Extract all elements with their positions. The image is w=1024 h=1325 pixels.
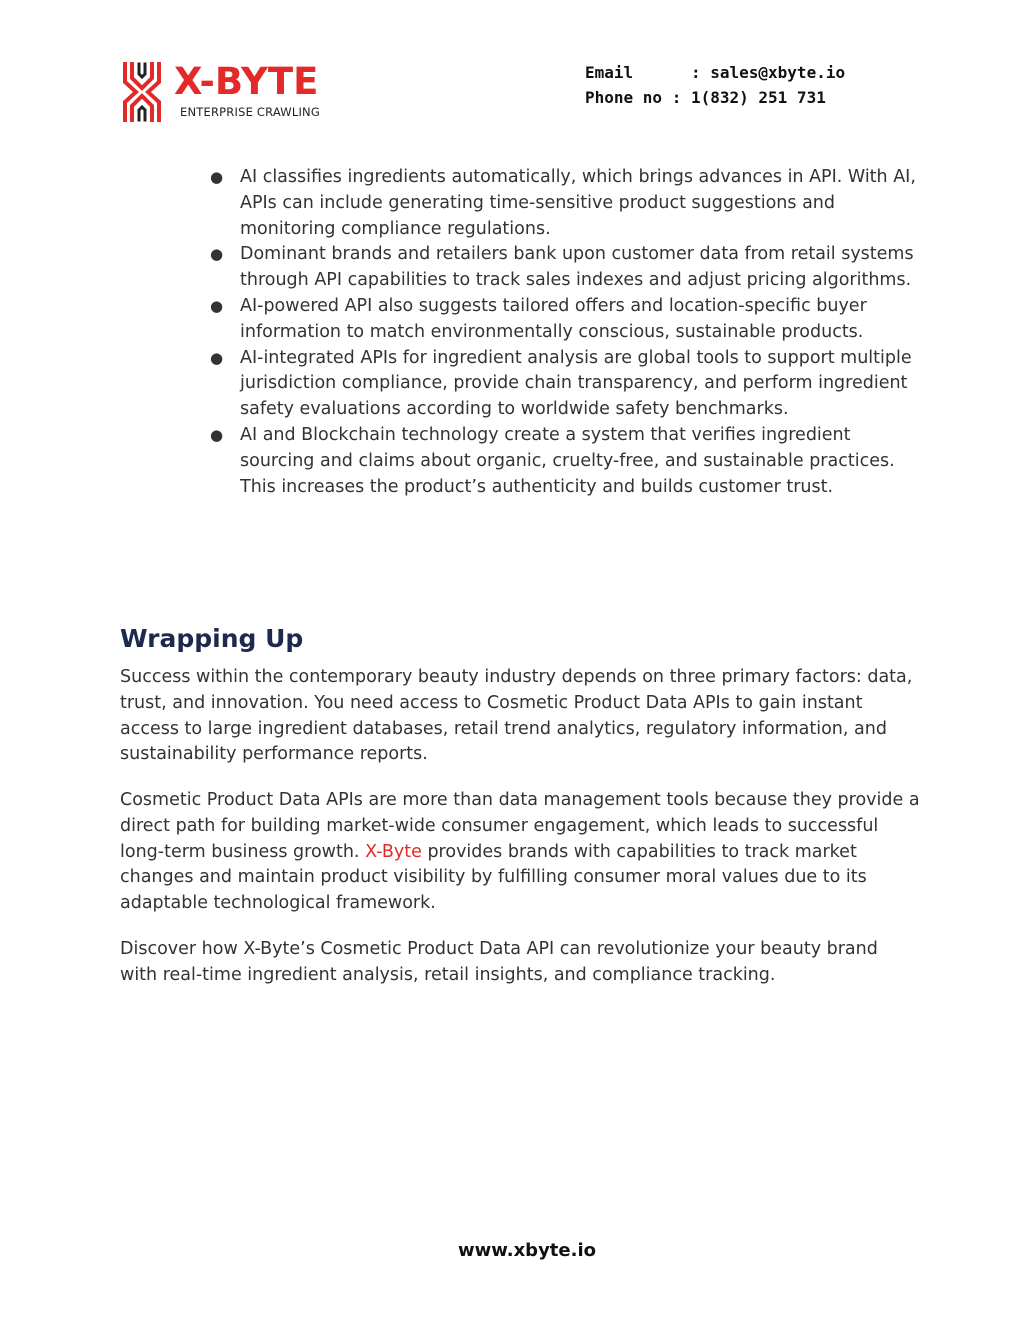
feature-bullet-list	[202, 165, 922, 500]
bullet-text: AI-integrated APIs for ingredient analysis are global tools to support multiple jurisdiction compliance, provide chain transparency, and perform ingredient safety evaluations according to worldwide safety benchmarks.	[240, 347, 912, 420]
list-item	[202, 294, 922, 346]
list-item	[202, 165, 922, 242]
xbyte-logo-icon	[122, 62, 162, 122]
email-line: Email : sales@xbyte.io	[585, 63, 846, 82]
bullet-text: Dominant brands and retailers bank upon customer data from retail systems through API capabilities to track sales indexes and adjust pricing algorithms.	[240, 244, 914, 291]
list-item	[202, 242, 922, 294]
brand-logo	[122, 60, 362, 124]
bullet-dot-icon: ●	[210, 296, 224, 315]
bullet-dot-icon: ●	[210, 425, 224, 444]
logo-tagline: ENTERPRISE CRAWLING	[180, 105, 320, 119]
email-value[interactable]: sales@xbyte.io	[710, 63, 846, 82]
bullet-dot-icon: ●	[210, 348, 224, 367]
bullet-dot-icon: ●	[210, 245, 224, 264]
paragraph-cta: Discover how X-Byte’s Cosmetic Product Data API can revolutionize your beauty brand with real-time ingredient analysis, retail insights, and compliance tracking.	[120, 939, 878, 985]
bullet-text: AI classifies ingredients automatically, which brings advances in API. With AI, APIs can include generating time-sensitive product suggestions and monitoring compliance regulations.	[240, 167, 916, 239]
paragraph-intro: Success within the contemporary beauty industry depends on three primary factors: data, trust, and innovation. You need access to Cosmetic Product Data APIs to gain instant access to large ingredient databases, retail trend analytics, regulatory information, and sustainability performance reports.	[120, 667, 913, 765]
email-label: Email	[585, 63, 634, 82]
bullet-dot-icon: ●	[210, 168, 224, 186]
paragraph-text: provides brands with capabilities to track market changes and maintain product visibility by fulfilling consumer moral values due to its adaptable technological framework.	[120, 841, 867, 914]
contact-info	[585, 60, 845, 110]
bullet-text: AI and Blockchain technology create a system that verifies ingredient sourcing and claims about organic, cruelty-free, and sustainable practices. This increases the product’s authenticity and builds customer trust.	[240, 424, 895, 497]
paragraph-xbyte	[120, 788, 920, 917]
logo-name: X-BYTE	[174, 60, 319, 103]
list-item	[202, 346, 922, 423]
section-heading: Wrapping Up	[120, 624, 304, 653]
xbyte-link[interactable]: X-Byte	[365, 841, 422, 862]
bullet-text: AI-powered API also suggests tailored offers and location-specific buyer information to match environmentally conscious, sustainable products.	[240, 295, 867, 342]
phone-line: Phone no : 1(832) 251 731	[585, 88, 826, 107]
footer-website[interactable]: www.xbyte.io	[458, 1240, 596, 1261]
list-item	[202, 423, 922, 500]
paragraph-text: Cosmetic Product Data APIs are more than data management tools because they provide a direct path for building market-wide consumer engagement, which leads to successful long-term business growth.	[120, 790, 920, 862]
phone-label: Phone no	[585, 88, 663, 107]
phone-value[interactable]: 1(832) 251 731	[690, 88, 826, 107]
